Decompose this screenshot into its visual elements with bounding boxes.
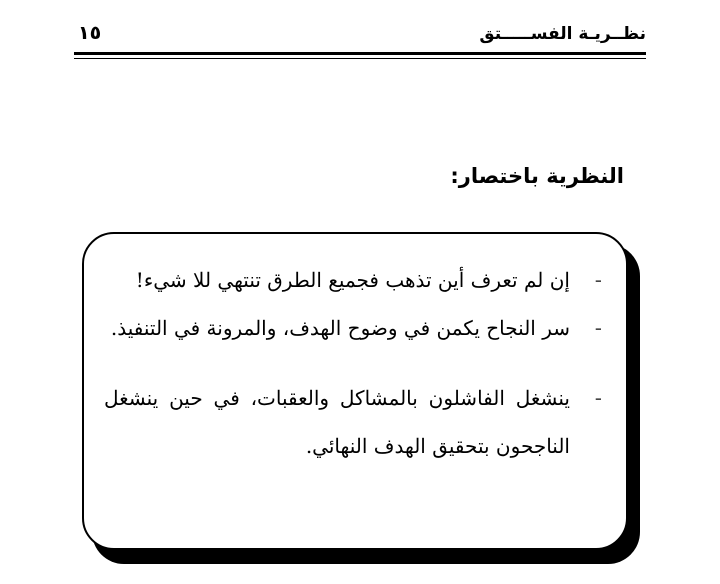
summary-point: [104, 256, 606, 304]
summary-point: [104, 304, 606, 352]
summary-point: [104, 374, 606, 470]
page-number: ١٥: [78, 22, 102, 44]
summary-point-text: إن لم تعرف أين تذهب فجميع الطرق تنتهي للا شيء!: [135, 268, 570, 292]
header-book-title: نظــريـة الفســـــتق: [479, 24, 646, 44]
bullet-dash: -: [594, 386, 602, 410]
bullet-dash: -: [594, 268, 602, 292]
summary-point-text: ينشغل الفاشلون بالمشاكل والعقبات، في حين ينشغل الناجحون بتحقيق الهدف النهائي.: [104, 386, 570, 458]
header-rule-thick: [74, 52, 646, 55]
running-header: [74, 22, 646, 62]
summary-points: [104, 256, 606, 470]
section-heading: النظرية باختصار:: [450, 164, 624, 188]
header-rule-thin: [74, 58, 646, 59]
summary-point-text: سر النجاح يكمن في وضوح الهدف، والمرونة في التنفيذ.: [110, 316, 570, 340]
bullet-dash: -: [594, 316, 602, 340]
